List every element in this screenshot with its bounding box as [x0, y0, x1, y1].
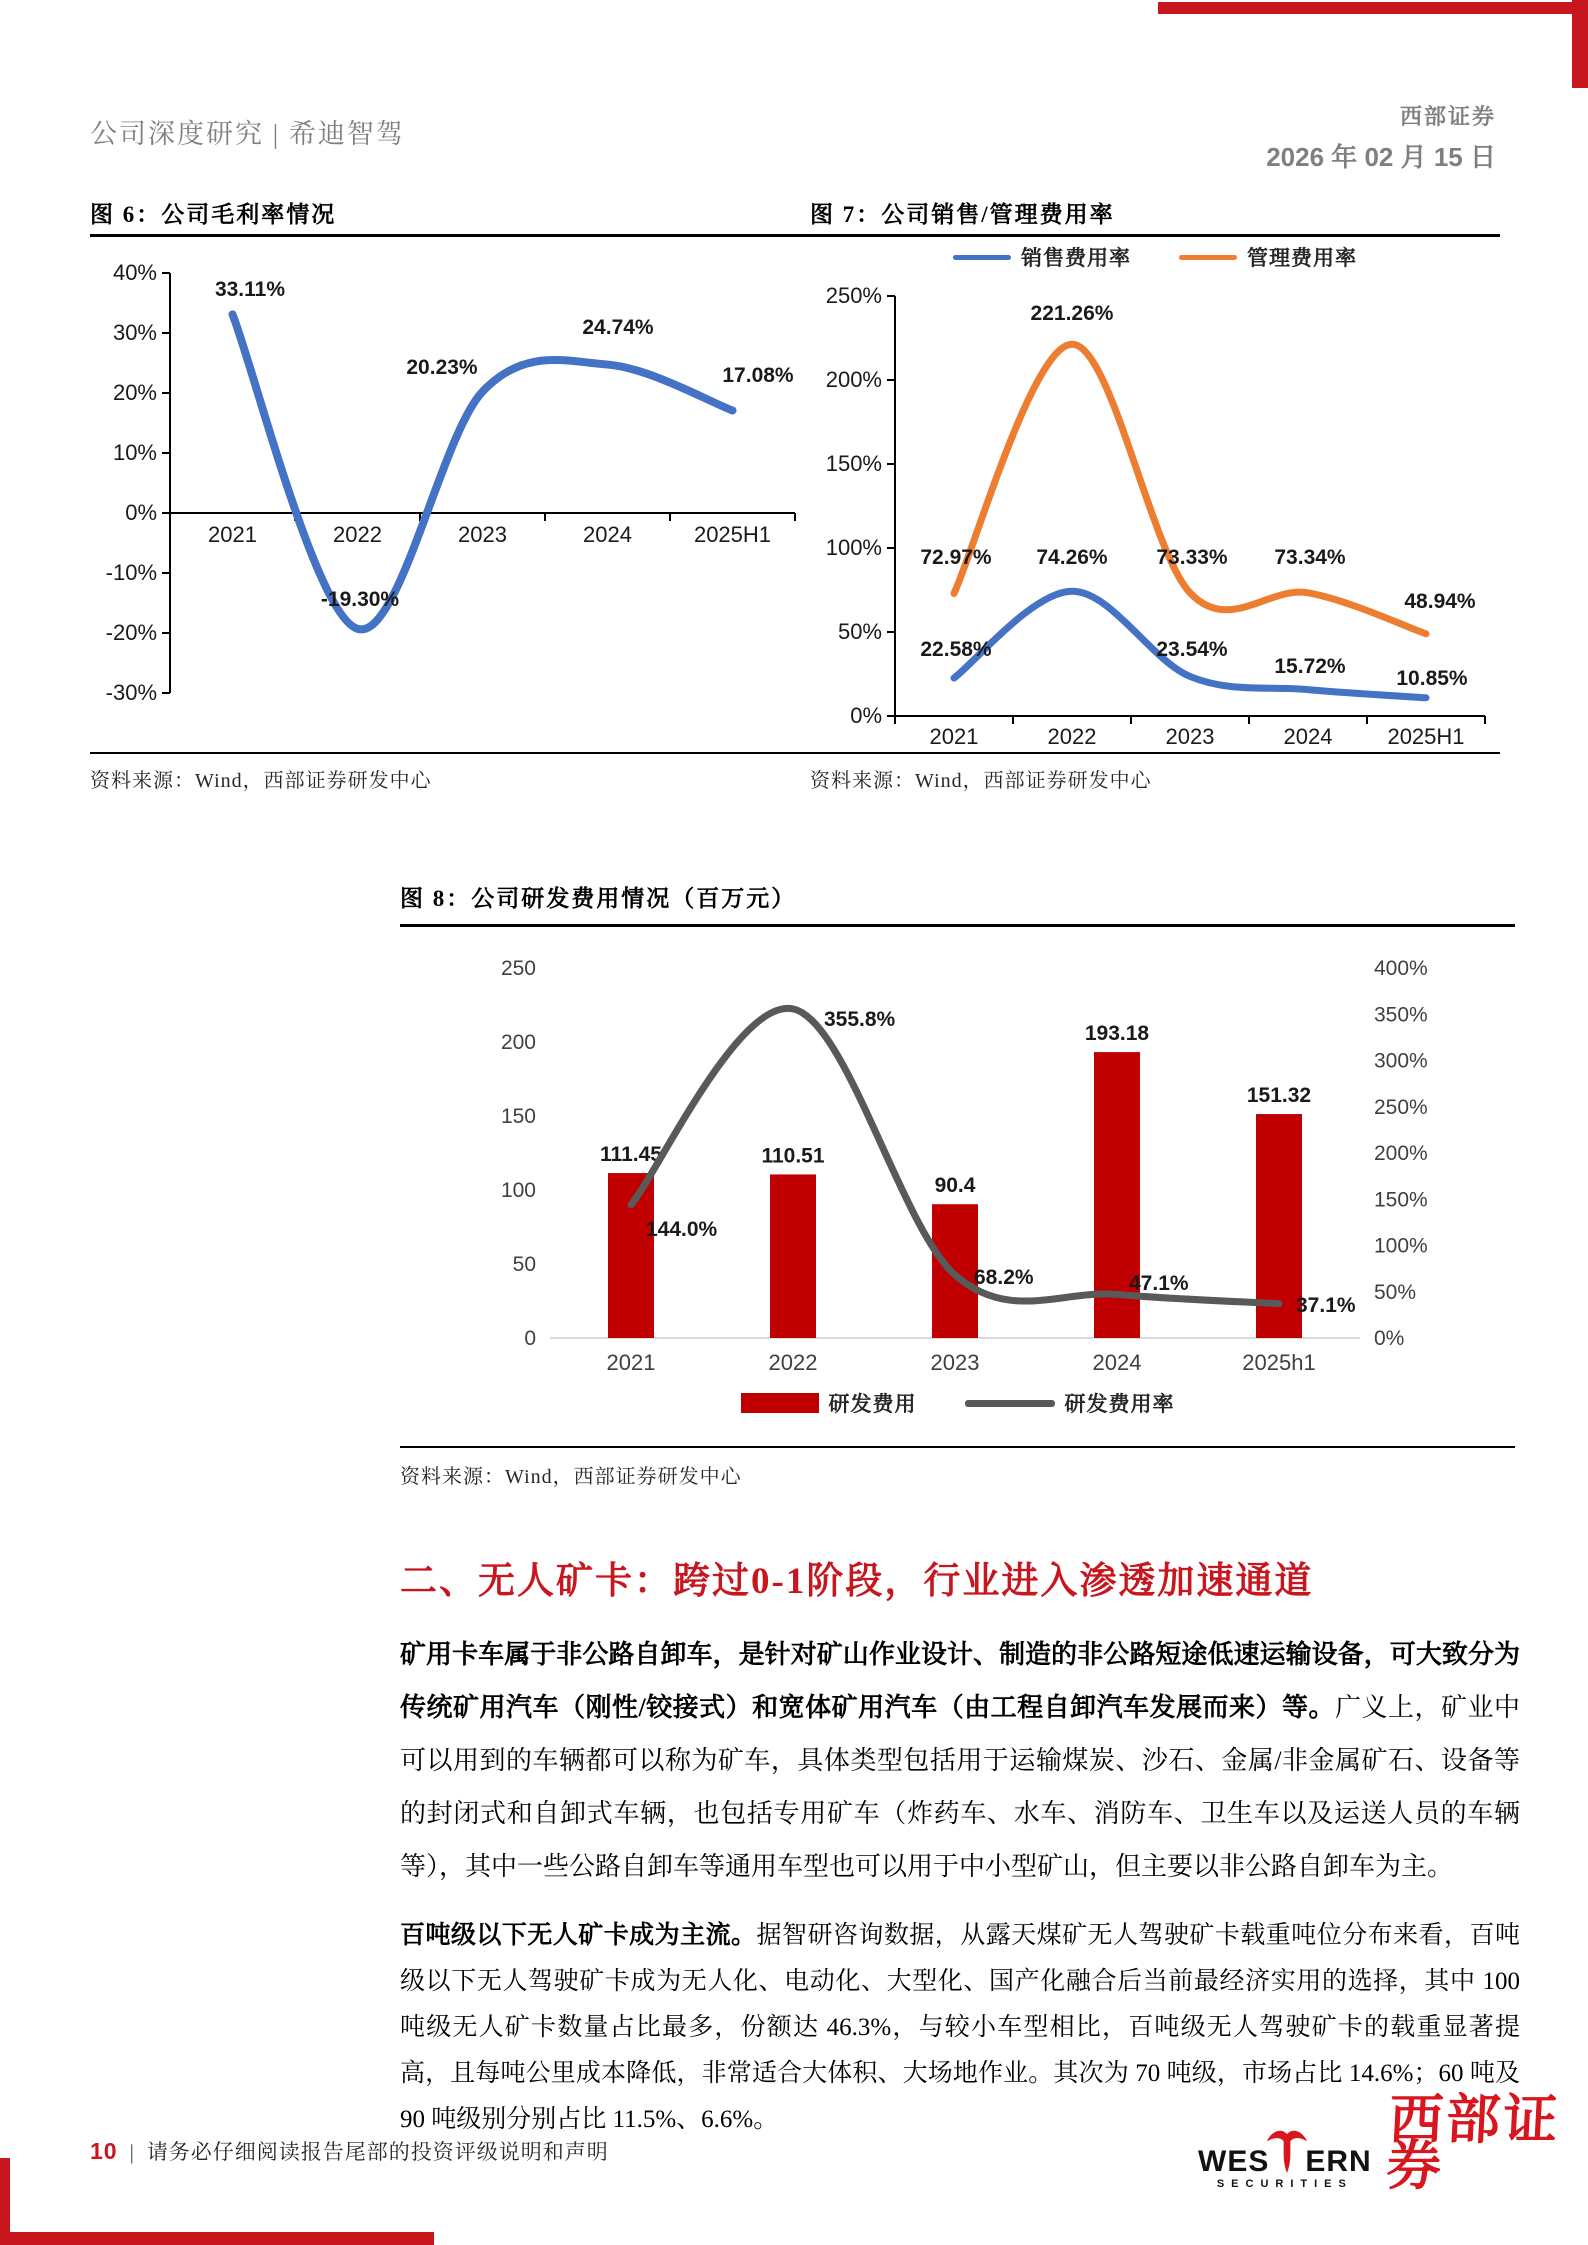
logo-western-left: WES	[1198, 2144, 1270, 2178]
svg-text:111.45: 111.45	[600, 1143, 662, 1167]
svg-text:2021: 2021	[606, 1350, 656, 1375]
svg-text:10.85%: 10.85%	[1396, 667, 1468, 690]
footer-separator: |	[129, 2140, 135, 2164]
svg-text:0%: 0%	[1374, 1327, 1405, 1350]
svg-text:33.11%: 33.11%	[214, 278, 286, 301]
svg-text:400%: 400%	[1374, 957, 1428, 980]
expense-ratio-chart	[810, 276, 1500, 748]
paragraph-1-rest: 广义上，矿业中可以用到的车辆都可以称为矿车，具体类型包括用于运输煤炭、沙石、金属/非金属矿石、设备等的封闭式和自卸式车辆，也包括专用矿车（炸药车、水车、消防车、卫生车以及运送人员的车辆等），其中一些公路自卸车等通用车型也可以用于中小型矿山，但主要以非公路自卸车为主。	[400, 1693, 1520, 1881]
svg-text:2021: 2021	[208, 522, 257, 547]
figure-8-panel	[400, 880, 1515, 1505]
legend-label: 管理费用率	[1247, 246, 1357, 270]
figure-6-title: 图 6：公司毛利率情况	[90, 202, 337, 227]
section-heading: 二、无人矿卡：跨过0-1阶段，行业进入渗透加速通道	[400, 1561, 1314, 1602]
svg-text:2023: 2023	[1165, 724, 1215, 748]
figure-7-legend	[810, 242, 1500, 272]
footer-disclaimer-row	[90, 2136, 609, 2166]
svg-text:200%: 200%	[825, 367, 882, 392]
paragraph-2-rest: 据智研咨询数据，从露天煤矿无人驾驶矿卡载重吨位分布来看，百吨级以下无人驾驶矿卡成为无人化、电动化、大型化、国产化融合后当前最经济实用的选择，其中 100 吨级无人矿卡数量占比最多，份额达 46.3%，与较小车型相比，百吨级无人驾驶矿卡的载重显著提高，且每吨公里成本降低，非常适合大体积、大场地作业。其次为 70 吨级，市场占比 14.6%；60 吨及 90 吨级别分别占比 11.5%、6.6%。	[400, 1922, 1520, 2133]
legend-item-selling-expense	[953, 242, 1131, 272]
svg-text:2025H1: 2025H1	[1387, 724, 1465, 748]
svg-text:0: 0	[524, 1327, 536, 1350]
svg-text:48.94%: 48.94%	[1404, 590, 1476, 613]
svg-text:250%: 250%	[825, 283, 882, 308]
top-right-horizontal-bar	[1158, 2, 1588, 14]
svg-text:50%: 50%	[837, 619, 882, 644]
svg-text:2021: 2021	[929, 724, 979, 748]
legend-item-rd-expense-ratio	[965, 1388, 1175, 1418]
svg-text:20%: 20%	[112, 380, 157, 405]
svg-text:300%: 300%	[1374, 1049, 1428, 1073]
blue-line-swatch	[953, 255, 1011, 260]
figure-6-title-rule	[90, 234, 815, 237]
figure-8-source: 资料来源：Wind，西部证券研发中心	[400, 1466, 742, 1488]
figure-7-source-rule	[810, 752, 1500, 754]
red-bar-swatch	[741, 1393, 819, 1413]
gross-margin-chart	[90, 248, 815, 708]
logo-western-right: ERN	[1305, 2144, 1372, 2178]
legend-item-rd-expense	[741, 1388, 917, 1418]
paragraph-1-lead: 矿用卡车属于非公路自卸车，是针对矿山作业设计、制造的非公路短途低速运输设备，可大致分为传统矿用汽车（刚性/铰接式）和宽体矿用汽车（由工程自卸汽车发展而来）等。	[400, 1640, 1520, 1722]
figure-7-panel	[810, 196, 1500, 800]
report-category-title: 公司深度研究 | 希迪智驾	[90, 119, 405, 149]
svg-text:47.1%: 47.1%	[1129, 1272, 1189, 1295]
gray-line-swatch	[965, 1400, 1055, 1407]
top-right-vertical-bar	[1572, 0, 1588, 88]
svg-text:74.26%: 74.26%	[1036, 546, 1108, 569]
figure-8-legend	[400, 1388, 1515, 1418]
logo-securities-text: SECURITIES	[1216, 2177, 1353, 2190]
footer-disclaimer: 请务必仔细阅读报告尾部的投资评级说明和声明	[146, 2140, 609, 2164]
logo-western-row	[1198, 2126, 1372, 2178]
body-text	[400, 1628, 1520, 2143]
bull-icon	[1266, 2126, 1308, 2176]
svg-text:22.58%: 22.58%	[920, 638, 992, 661]
figure-7-title-rule	[810, 234, 1500, 237]
page-number: 10	[90, 2138, 118, 2164]
orange-line-swatch	[1179, 255, 1237, 260]
bottom-left-horizontal-bar	[0, 2232, 434, 2245]
svg-text:2022: 2022	[768, 1350, 818, 1375]
svg-text:10%: 10%	[112, 440, 157, 465]
svg-text:150: 150	[500, 1105, 536, 1128]
svg-text:151.32: 151.32	[1246, 1084, 1312, 1108]
svg-text:-10%: -10%	[105, 560, 157, 585]
legend-label: 研发费用	[828, 1392, 917, 1416]
svg-text:200%: 200%	[1374, 1142, 1428, 1165]
header-right-block	[1266, 100, 1496, 174]
svg-text:250: 250	[500, 957, 536, 980]
svg-text:50%: 50%	[1374, 1280, 1417, 1304]
svg-text:2025H1: 2025H1	[693, 522, 772, 547]
svg-text:100%: 100%	[1374, 1234, 1428, 1258]
svg-text:150%: 150%	[1374, 1188, 1428, 1212]
company-logo	[1198, 2090, 1588, 2196]
svg-text:40%: 40%	[112, 260, 157, 285]
figure-8-title-rule	[400, 924, 1515, 927]
svg-text:73.33%: 73.33%	[1156, 546, 1228, 569]
svg-text:0%: 0%	[850, 703, 882, 728]
svg-text:73.34%: 73.34%	[1274, 546, 1346, 569]
svg-text:50: 50	[512, 1253, 536, 1276]
svg-text:100: 100	[500, 1179, 536, 1202]
svg-text:144.0%: 144.0%	[646, 1218, 718, 1241]
svg-text:221.26%: 221.26%	[1030, 302, 1114, 325]
legend-label: 研发费用率	[1064, 1392, 1175, 1416]
figure-7-title: 图 7：公司销售/管理费用率	[810, 202, 1115, 227]
svg-text:350%: 350%	[1374, 1003, 1428, 1027]
svg-text:17.08%: 17.08%	[722, 364, 794, 387]
svg-text:24.74%: 24.74%	[582, 316, 654, 339]
svg-text:2024: 2024	[1092, 1350, 1142, 1375]
figure-7-source: 资料来源：Wind，西部证券研发中心	[810, 770, 1152, 792]
svg-text:0%: 0%	[125, 500, 157, 525]
logo-chinese-text: 西部证券	[1384, 2090, 1562, 2196]
legend-item-admin-expense	[1179, 242, 1357, 272]
svg-text:23.54%: 23.54%	[1156, 638, 1228, 661]
svg-text:-30%: -30%	[105, 680, 157, 705]
svg-text:110.51: 110.51	[761, 1144, 825, 1168]
svg-text:2022: 2022	[1047, 724, 1097, 748]
svg-text:68.2%: 68.2%	[974, 1266, 1034, 1289]
svg-text:20.23%: 20.23%	[406, 356, 478, 379]
svg-text:2023: 2023	[458, 522, 507, 547]
report-date: 2026 年 02 月 15 日	[1266, 142, 1496, 172]
svg-text:2024: 2024	[1283, 724, 1333, 748]
figure-6-source-rule	[90, 752, 815, 754]
logo-english-block	[1198, 2126, 1372, 2190]
svg-text:355.8%: 355.8%	[824, 1008, 896, 1031]
svg-text:2024: 2024	[583, 522, 632, 547]
svg-text:2025h1: 2025h1	[1242, 1350, 1316, 1375]
svg-text:72.97%: 72.97%	[920, 546, 992, 569]
paragraph-1	[400, 1628, 1520, 1893]
svg-text:2023: 2023	[930, 1350, 980, 1375]
brand-name: 西部证券	[1399, 104, 1496, 129]
svg-text:150%: 150%	[825, 451, 882, 476]
figure-6-panel	[90, 196, 815, 800]
svg-text:90.4: 90.4	[934, 1174, 976, 1198]
legend-label: 销售费用率	[1021, 246, 1131, 270]
svg-text:37.1%: 37.1%	[1296, 1294, 1356, 1317]
figure-8-title: 图 8：公司研发费用情况（百万元）	[400, 886, 797, 911]
rd-expense-chart	[400, 938, 1515, 1378]
svg-text:100%: 100%	[825, 535, 882, 560]
figure-8-source-rule	[400, 1446, 1515, 1448]
svg-text:200: 200	[500, 1031, 536, 1054]
figure-6-source: 资料来源：Wind，西部证券研发中心	[90, 770, 432, 792]
svg-text:30%: 30%	[112, 320, 157, 345]
svg-text:15.72%: 15.72%	[1274, 655, 1346, 678]
svg-text:193.18: 193.18	[1084, 1022, 1150, 1046]
svg-text:2022: 2022	[333, 522, 382, 547]
svg-text:250%: 250%	[1374, 1095, 1428, 1119]
svg-text:-20%: -20%	[105, 620, 157, 645]
paragraph-2-lead: 百吨级以下无人矿卡成为主流。	[400, 1922, 757, 1949]
svg-text:-19.30%: -19.30%	[320, 588, 400, 611]
